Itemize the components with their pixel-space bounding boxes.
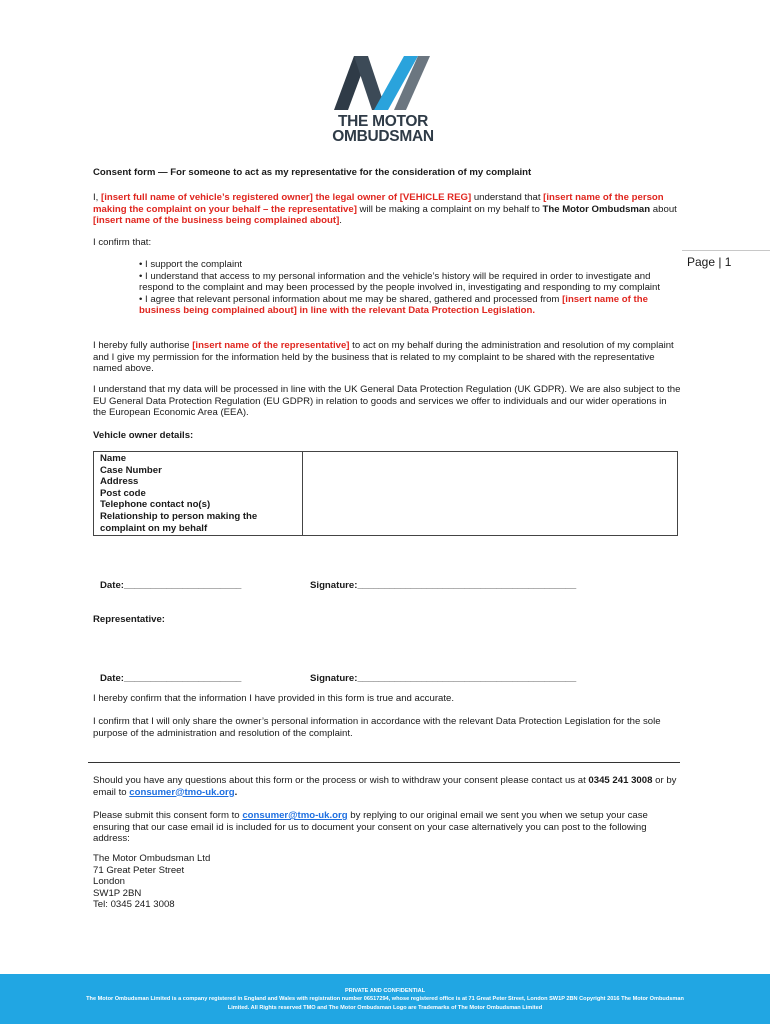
vehicle-owner-details-table [93, 451, 678, 536]
footer-confidential: PRIVATE AND CONFIDENTIAL [344, 988, 426, 994]
representative-signature-field[interactable]: Signature:_________________________________________ [310, 673, 577, 684]
confirm-bullet-list [139, 259, 684, 317]
intro-owner-placeholder: [insert full name of vehicle’s registered owner] the legal owner of [VEHICLE REG] [101, 192, 472, 203]
bullet-3-text: I agree that relevant personal information about me may be shared, gathered and processed from [145, 293, 563, 305]
confirm-lead: I confirm that: [93, 237, 152, 248]
motor-ombudsman-logo [322, 50, 444, 150]
owner-date-field[interactable]: Date:______________________ [100, 580, 242, 591]
label-name: Name [100, 453, 127, 464]
table-row [94, 452, 678, 536]
contact-phone: 0345 241 3008 [588, 775, 653, 786]
authorise-representative-placeholder: [insert name of the representative] [192, 340, 350, 351]
share-statement: I confirm that I will only share the owner’s personal information in accordance with the relevant Data Protection Legislation for the sole purpose of the administration and resolution of the complaint. [93, 716, 661, 739]
section-divider [88, 762, 680, 763]
truth-statement: I hereby confirm that the information I have provided in this form is true and accurate. [93, 693, 455, 704]
label-case-number: Case Number [100, 464, 162, 476]
address-line: SW1P 2BN [93, 887, 142, 899]
intro-paragraph [93, 192, 681, 227]
address-phone: Tel: 0345 241 3008 [93, 899, 175, 911]
label-relationship: Relationship to person making the complaint on my behalf [100, 510, 258, 534]
contact-text-3: . [234, 786, 238, 798]
contact-text-1: Should you have any questions about this form or the process or wish to withdraw your consent please contact us at [93, 775, 589, 786]
vehicle-owner-heading: Vehicle owner details: [93, 430, 194, 441]
contact-text-2: or by email to [93, 775, 677, 798]
bullet-1-text: I support the complaint [145, 259, 243, 270]
authorise-text-2: to act on my behalf during the administration and resolution of my complaint and I give my permission for the information held by the business that is related to my complaint to be shared with the representative named above. [93, 340, 674, 375]
submit-text-2: by replying to our original email we sent you when we setup your case ensuring that our case email id is included for us to document your consent on your case alternatively you can post to the following address: [93, 810, 648, 845]
contact-email-link[interactable]: consumer@tmo-uk.org [129, 786, 235, 798]
bullet-3-placeholder: [insert name of the business being complained about] in line with the relevant Data Protection Legislation [139, 293, 648, 317]
bullet-item: • I understand that access to my personal information and the vehicle’s history will be required in order to investigate and respond to the complaint and may been processed by the people involved in, investigating and responding to my complaint [139, 270, 661, 294]
owner-signature-field[interactable]: Signature:_________________________________________ [310, 580, 577, 591]
intro-text-4: about [650, 203, 677, 215]
representative-label: Representative: [93, 614, 165, 625]
intro-text-1: I, [93, 192, 101, 203]
form-title: Consent form — For someone to act as my representative for the consideration of my complaint [93, 167, 532, 178]
address-line: 71 Great Peter Street [93, 864, 185, 876]
submit-email-link[interactable]: consumer@tmo-uk.org [242, 810, 348, 821]
representative-date-field[interactable]: Date:______________________ [100, 673, 242, 684]
intro-company-name: The Motor Ombudsman [542, 203, 651, 215]
intro-representative-placeholder: [insert name of the person making the complaint on your behalf – the representative] [93, 192, 664, 215]
logo-line-1: THE MOTOR [337, 113, 428, 130]
logo-line-2: OMBUDSMAN [332, 128, 434, 145]
footer-banner [0, 974, 770, 1024]
owner-details-entry-field[interactable] [303, 452, 678, 536]
bullet-item: • I agree that relevant personal information about me may be shared, gathered and processed from [insert name of the business being complained about] in line with the relevant Data Protection Legislation. [139, 293, 648, 317]
bullet-item: • I support the complaint [139, 259, 243, 270]
intro-text-3: will be making a complaint on my behalf to [356, 203, 543, 215]
bullet-2-text: I understand that access to my personal information and the vehicle’s history will be required in order to investigate and respond to the complaint and may been processed by the people involved in, investigating and responding to my complaint [139, 270, 661, 294]
postal-address [93, 853, 681, 911]
logo-mark-icon [334, 50, 432, 112]
address-line: London [93, 876, 126, 888]
intro-text-5: . [339, 215, 342, 227]
intro-business-placeholder: [insert name of the business being complained about] [93, 215, 340, 227]
footer-legal-line-1: The Motor Ombudsman Limited is a company registered in England and Wales with registration number 06517294, whose registered office is at 71 Great Peter Street, London SW1P 2BN Copyright 2016 The Motor Ombudsman [86, 996, 684, 1003]
intro-text-2: understand that [471, 192, 544, 203]
address-line: The Motor Ombudsman Ltd [93, 853, 211, 864]
submit-text-1: Please submit this consent form to [93, 810, 243, 821]
label-telephone: Telephone contact no(s) [100, 499, 211, 511]
authorise-paragraph [93, 340, 681, 375]
label-post-code: Post code [100, 487, 146, 499]
label-address: Address [100, 476, 139, 488]
page-number: Page | 1 [682, 250, 770, 269]
submit-paragraph [93, 810, 681, 845]
row-labels-cell [94, 452, 303, 536]
authorise-text-1: I hereby fully authorise [93, 340, 193, 351]
gdpr-paragraph: I understand that my data will be processed in line with the UK General Data Protection Regulation (UK GDPR). We are also subject to the EU General Data Protection Regulation (EU GDPR) in relation to goods and services we offer to individuals and our wider operations in the European Economic Area (EEA). [93, 384, 681, 419]
footer-legal-line-2: Limited. All Rights reserved TMO and The Motor Ombudsman Logo are Trademarks of The Motor Ombudsman Limited [227, 1004, 543, 1011]
contact-paragraph [93, 775, 681, 798]
